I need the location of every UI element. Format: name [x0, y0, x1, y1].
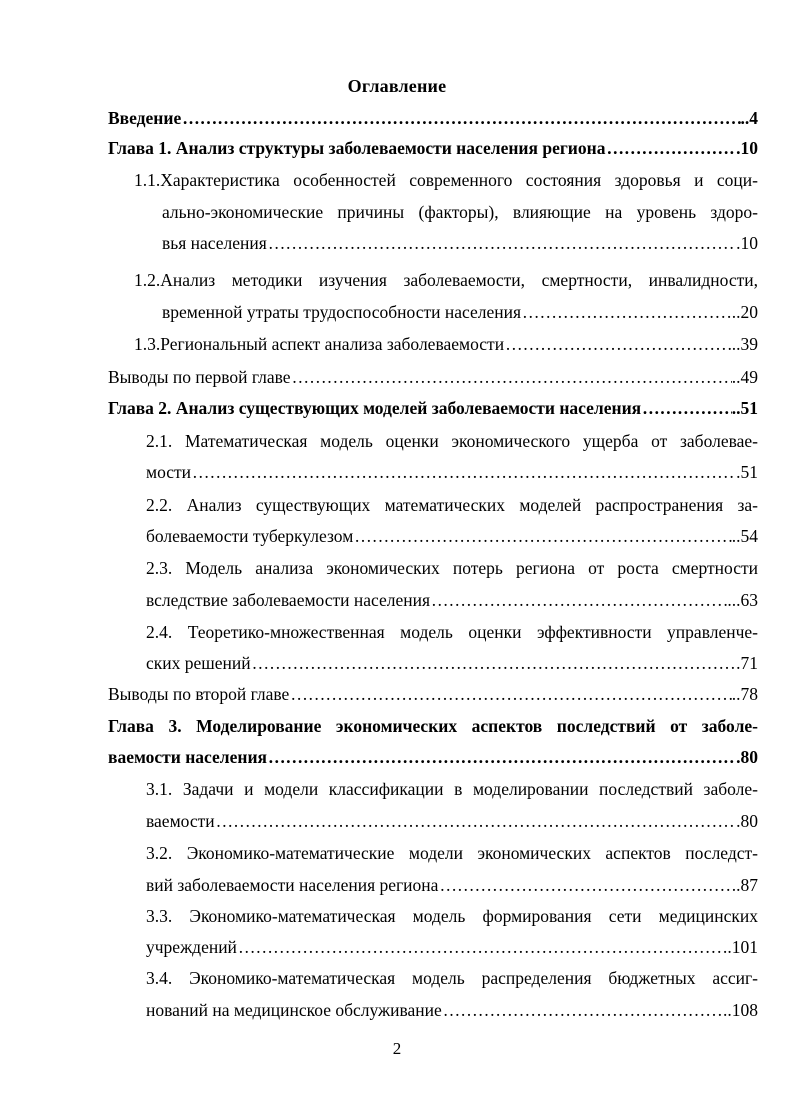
toc-entry-1-2-line2[interactable]: [162, 301, 758, 323]
toc-entry-2-2-line2[interactable]: [146, 525, 758, 547]
dot-leader: [291, 366, 732, 388]
toc-entry-label: болеваемости туберкулезом: [146, 526, 354, 546]
toc-page-number: ..51: [731, 398, 758, 418]
dot-leader: [442, 999, 723, 1021]
toc-entry-label: временной утраты трудоспособности населения: [162, 302, 522, 322]
toc-page-number: ..108: [723, 1000, 758, 1020]
dot-leader: [353, 525, 731, 547]
dot-leader: [191, 461, 736, 483]
dot-leader: [267, 232, 736, 254]
toc-page-number: ..49: [731, 367, 758, 387]
toc-entry-label: Выводы по первой главе: [108, 367, 291, 387]
toc-entry-3-3-line2[interactable]: [146, 936, 758, 958]
toc-page-number: .10: [736, 233, 758, 253]
page-number: 2: [392, 1039, 402, 1058]
toc-entry-label: вий заболеваемости населения региона: [146, 875, 439, 895]
toc-entry-1-1-line2[interactable]: ально-экономические причины (факторы), влияющие на уровень здоро-: [162, 202, 758, 222]
toc-entry-label: ваемости: [146, 811, 215, 831]
toc-entry-intro[interactable]: [108, 107, 758, 129]
toc-page-number: .101: [727, 937, 758, 957]
dot-leader: [605, 137, 736, 159]
toc-entry-3-4-line1[interactable]: 3.4. Экономико-математическая модель распределения бюджетных ассиг-: [146, 968, 758, 988]
toc-entry-3-4-line2[interactable]: [146, 999, 758, 1021]
toc-entry-label: мости: [146, 462, 192, 482]
toc-entry-label: вья населения: [162, 233, 267, 253]
toc-page-number: .10: [736, 138, 758, 158]
dot-leader: [641, 397, 732, 419]
toc-entry-3-2-line2[interactable]: [146, 874, 758, 896]
toc-entry-2-4-line1[interactable]: 2.4. Теоретико-множественная модель оценки эффективности управленче-: [146, 622, 758, 642]
toc-entry-chapter-1[interactable]: [108, 137, 758, 159]
dot-leader: [438, 874, 731, 896]
dot-leader: [521, 301, 732, 323]
dot-leader: [181, 107, 740, 129]
toc-entry-label: Глава 1. Анализ структуры заболеваемости населения региона: [108, 138, 606, 158]
toc-entry-label: Глава 2. Анализ существующих моделей заболеваемости населения: [108, 398, 642, 418]
dot-leader: [504, 333, 732, 355]
toc-entry-3-2-line1[interactable]: 3.2. Экономико-математические модели экономических аспектов последст-: [146, 843, 758, 863]
toc-entry-chapter-2[interactable]: [108, 397, 758, 419]
dot-leader: [430, 589, 727, 611]
toc-page-number: .80: [736, 747, 758, 767]
toc-entry-2-3-line2[interactable]: [146, 589, 758, 611]
toc-entry-label: учреждений: [146, 937, 237, 957]
toc-page-number: ..54: [731, 526, 758, 546]
toc-entry-conclusions-2[interactable]: [108, 683, 758, 705]
dot-leader: [289, 683, 731, 705]
toc-entry-3-3-line1[interactable]: 3.3. Экономико-математическая модель формирования сети медицинских: [146, 906, 758, 926]
toc-title: Оглавление: [347, 76, 447, 96]
dot-leader: [251, 652, 737, 674]
toc-entry-chapter-3-line2[interactable]: [108, 746, 758, 768]
toc-entry-label: 1.3.Региональный аспект анализа заболеваемости: [134, 334, 505, 354]
toc-entry-2-4-line2[interactable]: [146, 652, 758, 674]
toc-page-number: .80: [736, 811, 758, 831]
toc-entry-label: Выводы по второй главе: [108, 684, 290, 704]
toc-entry-2-1-line1[interactable]: 2.1. Математическая модель оценки экономического ущерба от заболевае-: [146, 431, 758, 451]
toc-entry-2-1-line2[interactable]: [146, 461, 758, 483]
toc-entry-3-1-line1[interactable]: 3.1. Задачи и модели классификации в моделировании последствий заболе-: [146, 779, 758, 799]
toc-entry-1-3[interactable]: [134, 333, 758, 355]
toc-entry-conclusions-1[interactable]: [108, 366, 758, 388]
dot-leader: [237, 936, 727, 958]
toc-entry-label: нований на медицинское обслуживание: [146, 1000, 442, 1020]
toc-entry-2-3-line1[interactable]: 2.3. Модель анализа экономических потерь региона от роста смертности: [146, 558, 758, 578]
toc-page-number: .71: [736, 653, 758, 673]
toc-entry-chapter-3-line1[interactable]: Глава 3. Моделирование экономических аспектов последствий от заболе-: [108, 716, 758, 736]
toc-entry-1-1-line3[interactable]: [162, 232, 758, 254]
toc-entry-2-2-line1[interactable]: 2.2. Анализ существующих математических моделей распространения за-: [146, 495, 758, 515]
toc-entry-1-1-line1[interactable]: 1.1.Характеристика особенностей современного состояния здоровья и соци-: [134, 170, 758, 190]
toc-entry-1-2-line1[interactable]: 1.2.Анализ методики изучения заболеваемости, смертности, инвалидности,: [134, 270, 758, 290]
toc-page-number: ..20: [731, 302, 758, 322]
toc-page-number: ...63: [727, 590, 758, 610]
toc-entry-label: ваемости населения: [108, 747, 268, 767]
toc-entry-3-1-line2[interactable]: [146, 810, 758, 832]
toc-entry-label: вследствие заболеваемости населения: [146, 590, 431, 610]
toc-entry-label: Введение: [108, 108, 182, 128]
toc-entry-label: ских решений: [146, 653, 251, 673]
toc-page-number: ..78: [731, 684, 758, 704]
dot-leader: [215, 810, 737, 832]
toc-page-number: ..4: [740, 108, 758, 128]
dot-leader: [267, 746, 736, 768]
toc-page-number: .51: [736, 462, 758, 482]
toc-page-number: ..39: [731, 334, 758, 354]
toc-page-number: ..87: [731, 875, 758, 895]
